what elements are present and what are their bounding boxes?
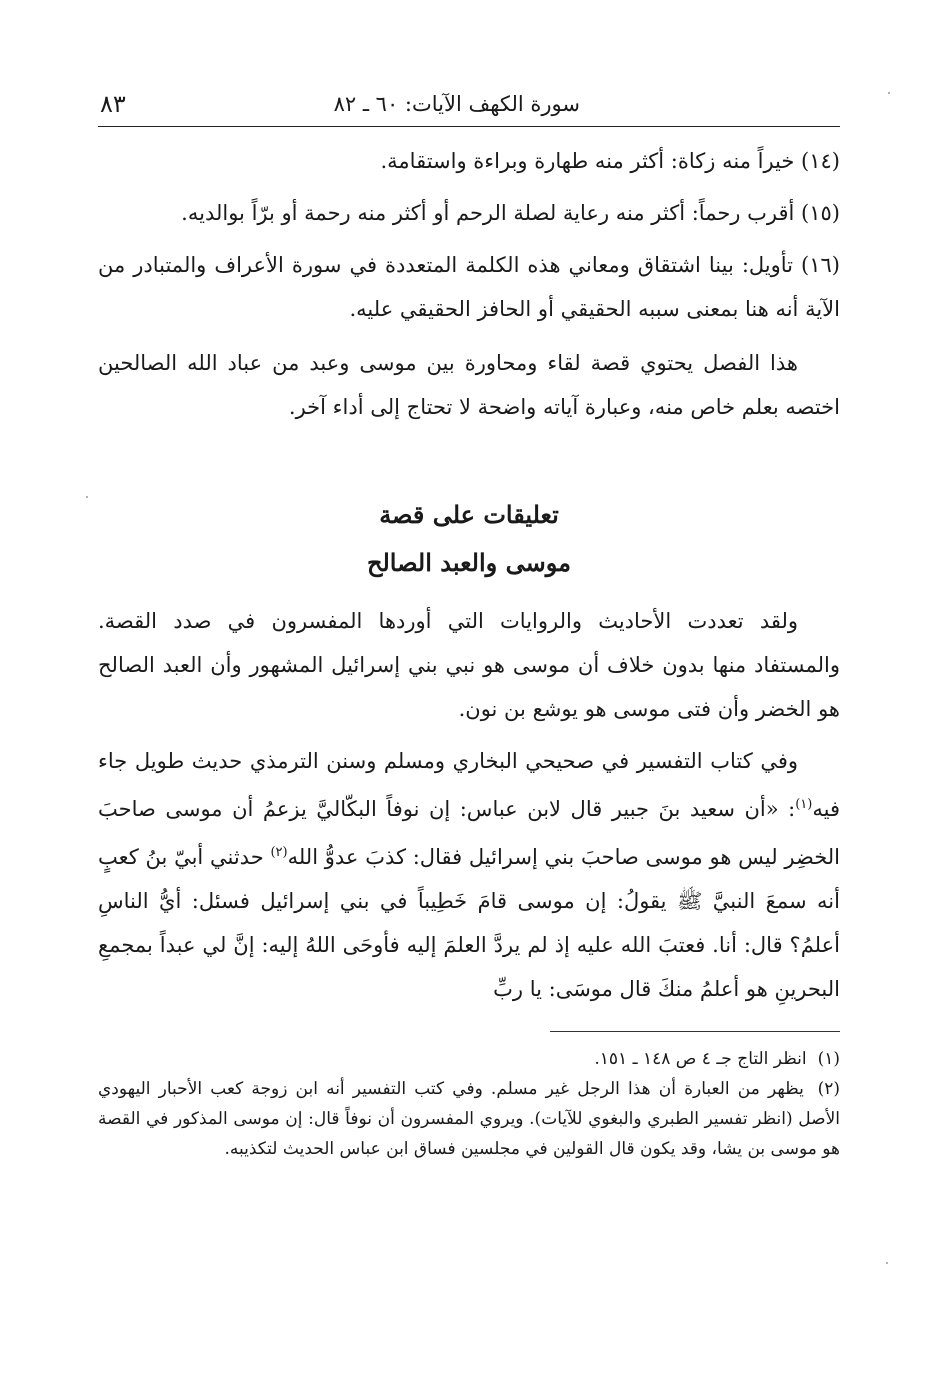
verse-note: (١٦) تأويل: بينا اشتقاق ومعاني هذه الكلمة المتعددة في سورة الأعراف والمتبادر من الآية أنه هنا بمعنى سببه الحقيقي أو الحافز الحقيقي عليه. [98,253,840,321]
hadith-text: حدثني أبيّ بنُ كعبٍ أنه سمعَ النبيَّ ﷺ يقولُ: إن موسى قامَ خَطِيباً في بني إسرائيل فسئل: أيُّ الناسِ أعلمُ؟ قال: أنا. فعتبَ الله عليه إذ لم يردَّ العلمَ إليه فأوحَى اللهُ إليه: إنَّ لي عبداً بمجمعِ البحرينِ هو أعلمُ منكَ قال موسَى: يا ربِّ [98,845,840,1001]
footnotes [98,1044,840,1164]
book-page [98,88,840,1164]
chapter-intro-paragraph: هذا الفصل يحتوي قصة لقاء ومحاورة بين موسى وعبد من عباد الله الصالحين اختصه بعلم خاص منه، وعبارة آياته واضحة لا تحتاج إلى أداء آخر. [98,351,840,419]
hadith-text: وفي كتاب التفسير في صحيحي البخاري ومسلم وسنن الترمذي حديث طويل جاء فيه [98,749,840,821]
verse-note: (١٤) خيراً منه زكاة: أكثر منه طهارة وبراءة واستقامة. [380,149,840,173]
body-paragraph-hadith [98,739,840,1011]
scan-speck [86,496,88,498]
verse-note: (١٥) أقرب رحماً: أكثر منه رعاية لصلة الرحم أو أكثر منه رحمة أو برّاً بوالديه. [181,201,840,225]
footnote-text: يظهر من العبارة أن هذا الرجل غير مسلم. وفي كتب التفسير أنه ابن زوجة كعب الأحبار اليهودي الأصل (انظر تفسير الطبري والبغوي للآيات). ويروي المفسرون أن نوفاً قال: إن موسى المذكور في القصة هو موسى بن يشا، وقد يكون قال القولين في مجلسين فساق ابن عباس الحديث لتكذيبه. [98,1079,840,1159]
hadith-text: : «أن سعيد بنَ جبير قال لابن عباس: إن نوفاً البكّاليَّ يزعمُ أن موسى صاحبَ الخضِر ليس هو موسى صاحبَ بني إسرائيل فقال: كذبَ عدوُّ الله [98,797,841,869]
section-heading-line-2: موسى والعبد الصالح [367,548,571,577]
section-heading [98,491,840,587]
section-heading-line-1: تعليقات على قصة [379,500,559,529]
footnote [98,1044,840,1074]
footnote-marker-1[interactable]: (١) [795,797,813,812]
footnote-divider [550,1031,840,1032]
scan-speck [888,92,890,94]
footnote [98,1074,840,1164]
footnote-number: (٢) [817,1079,840,1099]
header-title: سورة الكهف الآيات: ٦٠ ـ ٨٢ [333,92,580,116]
footnote-number: (١) [817,1049,840,1069]
section-body [98,599,840,1011]
footnote-marker-2[interactable]: (٢) [270,845,288,860]
verse-notes [98,139,840,331]
running-header [98,88,840,127]
body-paragraph: ولقد تعددت الأحاديث والروايات التي أوردها المفسرون في صدد القصة. والمستفاد منها بدون خلاف أن موسى هو نبي بني إسرائيل المشهور وأن العبد الصالح هو الخضر وأن فتى موسى هو يوشع بن نون. [98,609,840,721]
footnote-text: انظر التاج جـ ٤ ص ١٤٨ ـ ١٥١. [594,1049,807,1069]
page-number: ٨٣ [100,90,126,118]
scan-speck [886,1262,888,1264]
